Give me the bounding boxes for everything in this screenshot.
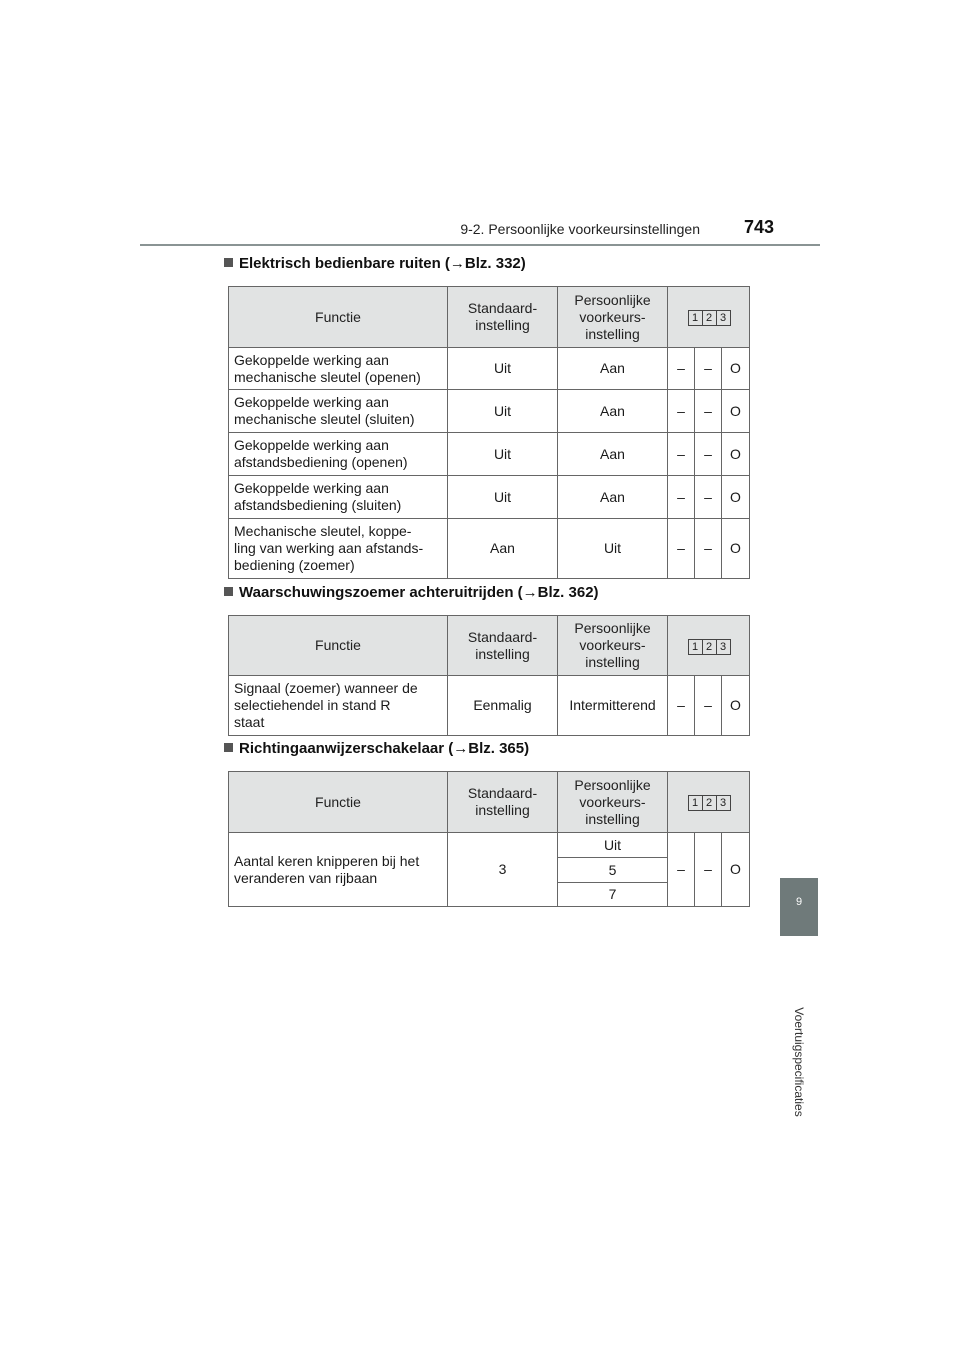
- chapter-number: 9: [795, 896, 803, 908]
- table-row: [229, 833, 750, 858]
- section-title-turn-signal: [224, 740, 529, 757]
- cell-custom-option: Uit: [558, 833, 668, 858]
- mode-3-icon: 3: [716, 310, 731, 326]
- table-row: [229, 519, 750, 579]
- col-modes: [668, 616, 750, 676]
- section-title-text: Waarschuwingszoemer achteruitrijden (→Blz. 362): [239, 584, 599, 601]
- cell-mode-1: –: [668, 833, 695, 907]
- mode-2-icon: 2: [702, 310, 717, 326]
- cell-mode-2: –: [695, 390, 722, 433]
- col-persoonlijk: Persoonlijke voorkeurs- instelling: [558, 616, 668, 676]
- section-title-reverse-buzzer: [224, 584, 599, 601]
- table-header-row: [229, 287, 750, 348]
- cell-default: Uit: [448, 433, 558, 476]
- cell-mode-1: –: [668, 433, 695, 476]
- table-header-row: [229, 772, 750, 833]
- cell-mode-2: –: [695, 476, 722, 519]
- cell-mode-1: –: [668, 390, 695, 433]
- mode-1-icon: 1: [688, 795, 703, 811]
- mode-3-icon: 3: [716, 795, 731, 811]
- mode-1-icon: 1: [688, 310, 703, 326]
- cell-custom: Aan: [558, 476, 668, 519]
- section-title-windows: [224, 255, 526, 272]
- cell-function: Aantal keren knipperen bij het veranderen van rijbaan: [229, 833, 448, 907]
- cell-mode-3: O: [722, 433, 750, 476]
- cell-function: Gekoppelde werking aan mechanische sleutel (openen): [229, 348, 448, 390]
- cell-mode-3: O: [722, 348, 750, 390]
- page-number: 743: [743, 217, 774, 237]
- table-header-row: [229, 616, 750, 676]
- col-modes: [668, 772, 750, 833]
- col-modes: [668, 287, 750, 348]
- cell-mode-1: –: [668, 348, 695, 390]
- table-row: [229, 476, 750, 519]
- cell-custom: Aan: [558, 433, 668, 476]
- cell-default: Uit: [448, 476, 558, 519]
- cell-mode-2: –: [695, 676, 722, 736]
- mode-2-icon: 2: [702, 795, 717, 811]
- cell-mode-1: –: [668, 476, 695, 519]
- col-functie: Functie: [229, 772, 448, 833]
- table-row: [229, 676, 750, 736]
- cell-mode-3: O: [722, 519, 750, 579]
- cell-mode-2: –: [695, 433, 722, 476]
- cell-mode-1: –: [668, 519, 695, 579]
- cell-custom: Aan: [558, 390, 668, 433]
- section-title-text: Elektrisch bedienbare ruiten (→Blz. 332): [239, 255, 526, 272]
- mode-2-icon: 2: [702, 639, 717, 655]
- cell-function: Mechanische sleutel, koppe- ling van werking aan afstands- bediening (zoemer): [229, 519, 448, 579]
- cell-function: Gekoppelde werking aan afstandsbediening (sluiten): [229, 476, 448, 519]
- chapter-label: Voertuigspecificaties: [792, 1007, 806, 1117]
- chapter-title: 9-2. Persoonlijke voorkeursinstellingen: [460, 221, 700, 237]
- section-title-text: Richtingaanwijzerschakelaar (→Blz. 365): [239, 740, 530, 757]
- cell-default: Uit: [448, 390, 558, 433]
- cell-default: Aan: [448, 519, 558, 579]
- cell-custom-option: 5: [558, 858, 668, 883]
- cell-custom-option: 7: [558, 883, 668, 907]
- table-row: [229, 390, 750, 433]
- col-functie: Functie: [229, 616, 448, 676]
- page-header: [140, 215, 820, 245]
- cell-default: Uit: [448, 348, 558, 390]
- table-row: [229, 348, 750, 390]
- cell-function: Gekoppelde werking aan afstandsbediening (openen): [229, 433, 448, 476]
- cell-mode-2: –: [695, 348, 722, 390]
- cell-function: Signaal (zoemer) wanneer de selectiehendel in stand R staat: [229, 676, 448, 736]
- cell-mode-3: O: [722, 676, 750, 736]
- col-standaard: Standaard- instelling: [448, 616, 558, 676]
- cell-mode-2: –: [695, 833, 722, 907]
- cell-custom: Intermitterend: [558, 676, 668, 736]
- cell-custom: Aan: [558, 348, 668, 390]
- bullet-square-icon: [224, 587, 233, 596]
- bullet-square-icon: [224, 258, 233, 267]
- cell-mode-3: O: [722, 476, 750, 519]
- col-standaard: Standaard- instelling: [448, 287, 558, 348]
- table-turn-signal: [228, 771, 750, 907]
- col-persoonlijk: Persoonlijke voorkeurs- instelling: [558, 772, 668, 833]
- col-persoonlijk: Persoonlijke voorkeurs- instelling: [558, 287, 668, 348]
- cell-mode-3: O: [722, 390, 750, 433]
- table-reverse-buzzer: [228, 615, 750, 736]
- bullet-square-icon: [224, 743, 233, 752]
- mode-1-icon: 1: [688, 639, 703, 655]
- header-rule: [140, 244, 820, 246]
- cell-default: 3: [448, 833, 558, 907]
- mode-3-icon: 3: [716, 639, 731, 655]
- table-row: [229, 433, 750, 476]
- cell-mode-2: –: [695, 519, 722, 579]
- table-windows: [228, 286, 750, 579]
- cell-function: Gekoppelde werking aan mechanische sleutel (sluiten): [229, 390, 448, 433]
- cell-mode-3: O: [722, 833, 750, 907]
- cell-mode-1: –: [668, 676, 695, 736]
- cell-default: Eenmalig: [448, 676, 558, 736]
- col-standaard: Standaard- instelling: [448, 772, 558, 833]
- col-functie: Functie: [229, 287, 448, 348]
- cell-custom: Uit: [558, 519, 668, 579]
- chapter-tab: [780, 878, 818, 936]
